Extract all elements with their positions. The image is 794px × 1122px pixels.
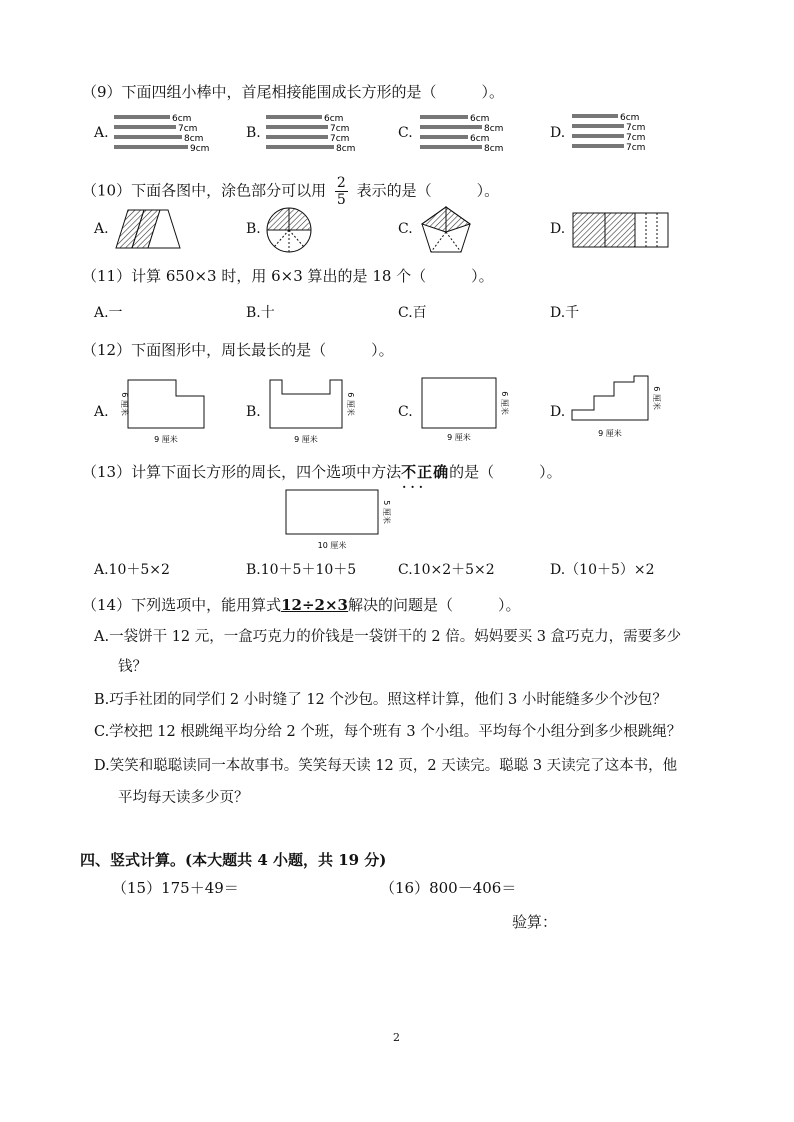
fraction-denominator: 5 (336, 192, 346, 208)
stick-label: 6cm (470, 134, 490, 144)
q12-option-a-letter: A. (94, 404, 109, 420)
q9-option-d-sticks (572, 112, 672, 156)
q10-stem-after: 表示的是（ ）。 (356, 181, 500, 200)
q10-option-a-letter: A. (94, 221, 109, 237)
q14-option-a-line2: 钱？ (118, 659, 147, 675)
stick-label: 7cm (178, 124, 198, 134)
q12-option-d-shape (568, 372, 672, 444)
stick-label: 6cm (620, 113, 640, 123)
q10-option-b-circle (264, 205, 314, 255)
q10-option-d-letter: D. (550, 221, 566, 237)
q12-option-c-letter: C. (398, 404, 413, 420)
width-label: 9 厘米 (294, 435, 318, 444)
width-label: 9 厘米 (598, 429, 622, 438)
q11-option-a: A.一 (94, 305, 123, 321)
q12-stem: （12）下面图形中，周长最长的是（ ）。 (82, 341, 394, 359)
width-label: 10 厘米 (317, 541, 347, 550)
q11-stem: （11）计算 650×3 时，用 6×3 算出的是 18 个（ ）。 (82, 267, 494, 285)
q11-option-c: C.百 (398, 305, 427, 321)
q10-option-a-parallelogram (114, 208, 184, 250)
q15-problem: （15）175＋49＝ (112, 879, 239, 897)
fraction-numerator: 2 (336, 175, 346, 191)
stick-label: 8cm (484, 144, 504, 154)
q13-stem-before: （13）计算下面长方形的周长，四个选项中方法 (82, 463, 402, 481)
width-label: 9 厘米 (154, 435, 178, 444)
q9-option-c-letter: C. (398, 125, 413, 141)
q12-option-c-shape (418, 374, 522, 446)
page-number: 2 (393, 1031, 400, 1044)
stick-label: 6cm (172, 114, 192, 124)
stick-label: 8cm (184, 134, 204, 144)
height-label: 6 厘米 (346, 392, 355, 416)
q13-emphasis: 不正确 · · · (401, 463, 449, 481)
q10-option-b-letter: B. (246, 221, 261, 237)
height-label: 6 厘米 (500, 391, 509, 415)
q11-option-b: B.十 (246, 305, 275, 321)
height-label: 6 厘米 (120, 392, 129, 416)
q14-stem-before: （14）下列选项中，能用算式 (82, 596, 282, 614)
q14-stem-after: 解决的问题是（ ）。 (347, 596, 521, 614)
stick-label: 7cm (626, 143, 646, 153)
q14-option-c: C.学校把 12 根跳绳平均分给 2 个班，每个班有 3 个小组。平均每个小组分到多少根跳绳？ (94, 724, 682, 740)
q10-option-c-pentagon (418, 204, 474, 256)
q9-option-a-sticks (114, 113, 214, 157)
q14-option-a-line1: A.一袋饼干 12 元，一盒巧克力的价钱是一袋饼干的 2 倍。妈妈要买 3 盒巧克力，需要多少 (94, 629, 682, 645)
q16-problem: （16）800－406＝ (380, 879, 517, 897)
q12-option-d-letter: D. (550, 404, 566, 420)
q14-stem (82, 595, 521, 615)
q13-rectangle (284, 488, 404, 554)
q12-option-b-letter: B. (246, 404, 261, 420)
stick-label: 7cm (626, 123, 646, 133)
q13-option-c: C.10×2＋5×2 (398, 562, 495, 578)
stick-label: 7cm (330, 124, 350, 134)
check-label: 验算： (512, 913, 558, 931)
q14-option-d-line1: D.笑笑和聪聪读同一本故事书。笑笑每天读 12 页，2 天读完。聪聪 3 天读完了这本书，他 (94, 758, 678, 774)
stick-label: 6cm (324, 114, 344, 124)
q13-stem (82, 462, 562, 482)
q11-option-d: D.千 (550, 305, 580, 321)
q9-option-c-sticks (420, 113, 520, 157)
q14-option-b: B.巧手社团的同学们 2 小时缝了 12 个沙包。照这样计算，他们 3 小时能缝多少个沙包？ (94, 692, 667, 708)
height-label: 5 厘米 (382, 500, 391, 524)
q13-option-b: B.10＋5＋10＋5 (246, 562, 357, 578)
stick-label: 7cm (626, 133, 646, 143)
height-label: 6 厘米 (652, 386, 661, 410)
stick-label: 8cm (336, 144, 356, 154)
q12-option-a-shape (110, 376, 214, 448)
q9-option-d-letter: D. (550, 125, 566, 141)
q9-option-a-letter: A. (94, 125, 109, 141)
section4-title: 四、竖式计算。(本大题共 4 小题，共 19 分) (80, 851, 387, 869)
q14-option-d-line2: 平均每天读多少页？ (118, 790, 249, 806)
q9-option-b-letter: B. (246, 125, 261, 141)
stick-label: 9cm (190, 144, 210, 154)
stick-label: 7cm (330, 134, 350, 144)
q9-option-b-sticks (266, 113, 366, 157)
q10-option-d-rectangle (572, 212, 670, 248)
stick-label: 8cm (484, 124, 504, 134)
q10-stem-before: （10）下面各图中，涂色部分可以用 (82, 181, 327, 200)
q14-formula: 12÷2×3 (281, 596, 348, 614)
q13-option-a: A.10＋5×2 (94, 562, 170, 578)
stick-label: 6cm (470, 114, 490, 124)
fraction (335, 175, 348, 208)
width-label: 9 厘米 (447, 433, 471, 442)
q10-option-c-letter: C. (398, 221, 413, 237)
q13-option-d: D.（10＋5）×2 (550, 562, 655, 578)
q9-stem: （9）下面四组小棒中，首尾相接能围成长方形的是（ ）。 (82, 83, 505, 101)
q13-stem-after: 的是（ ）。 (449, 463, 562, 481)
q12-option-b-shape (262, 376, 366, 448)
